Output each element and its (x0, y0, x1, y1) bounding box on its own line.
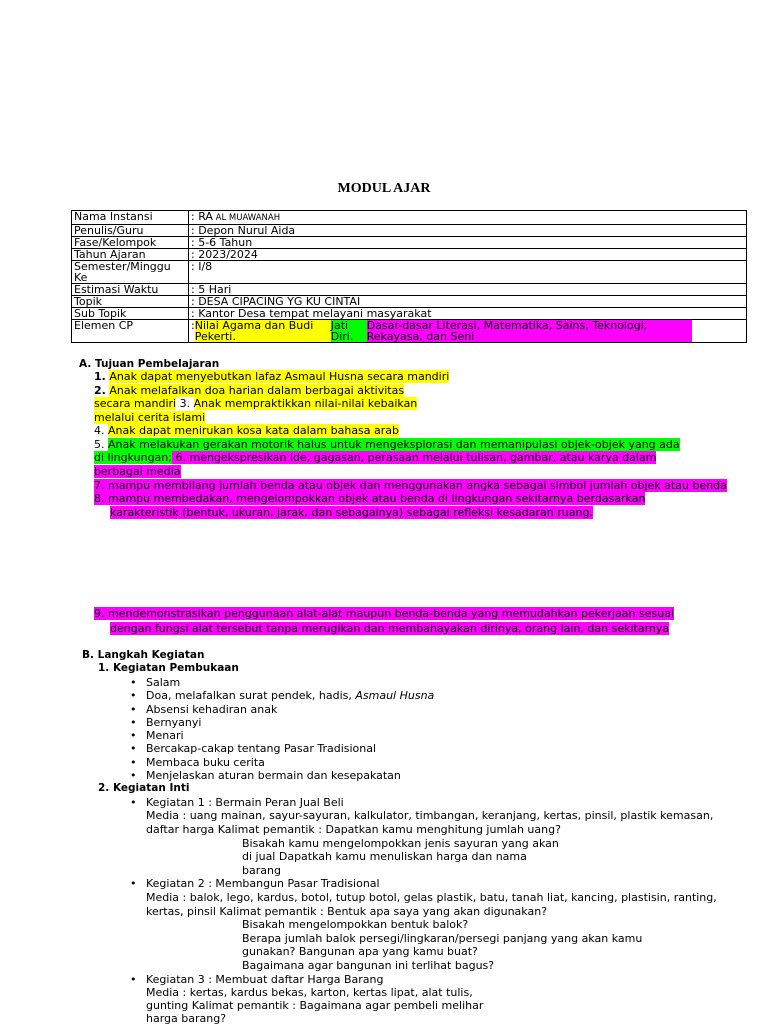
table-row (72, 249, 747, 261)
tujuan-text-8: berbagai media (94, 465, 181, 478)
elemen-literasi: Dasar-dasar Literasi, Matematika, Sains, Teknologi, Rekayasa, dan Seni (367, 320, 692, 342)
tujuan-line-12 (94, 607, 674, 620)
k2-line-6: Bagaimana agar bangunan ini terlihat bagus? (242, 959, 495, 972)
tujuan-num-3: 3. (176, 397, 194, 410)
k3-line-3: harga barang? (146, 1012, 227, 1025)
table-row (72, 237, 747, 249)
list-item: • Kegiatan 3 : Membuat daftar Harga Barang (130, 973, 383, 986)
table-row (72, 296, 747, 308)
tujuan-line-5 (94, 424, 399, 437)
tujuan-line-13 (110, 622, 669, 635)
list-item: • Bercakap-cakap tentang Pasar Tradisional (130, 742, 434, 755)
penulis-value: : Depon Nurul Aida (189, 225, 747, 237)
tujuan-line-9 (94, 479, 727, 492)
tujuan-text-1: Anak dapat menyebutkan lafaz Asmaul Husna secara mandiri (109, 370, 450, 383)
k2-pemantik: kertas, pinsil Kalimat pemantik : Bentuk apa saya yang akan digunakan? (146, 905, 548, 918)
inti-list-3 (130, 973, 383, 986)
list-item: • Salam (130, 676, 434, 689)
tujuan-line-3 (94, 397, 417, 410)
tujuan-num-4: 4. (94, 424, 105, 437)
tujuan-text-9: 7. mampu membilang jumlah benda atau objek dan menggunakan angka sebagai simbol jumlah objek atau benda (94, 479, 727, 492)
k1-line-5: barang (242, 864, 281, 877)
k1-line-3: Bisakah kamu mengelompokkan jenis sayuran yang akan (242, 837, 559, 850)
tujuan-text-10: 8. mampu membedakan, mengelompokkan objek atau benda di lingkungan sekitarnya berdasarkan (94, 492, 646, 505)
list-item: • Absensi kehadiran anak (130, 703, 434, 716)
list-item: • Membaca buku cerita (130, 756, 434, 769)
penulis-label: Penulis/Guru (72, 225, 189, 237)
table-row (72, 320, 747, 343)
tujuan-text-5: Anak dapat menirukan kosa kata dalam bahasa arab (108, 424, 400, 437)
nama-instansi-label: Nama Instansi (72, 211, 189, 225)
list-item (130, 689, 434, 702)
semester-value: : I/8 (189, 261, 747, 284)
tujuan-line-1 (94, 370, 449, 383)
elemen-label: Elemen CP (72, 320, 189, 343)
info-table (71, 210, 747, 343)
subtopik-value: : Kantor Desa tempat melayani masyarakat (189, 308, 747, 320)
tahun-value: : 2023/2024 (189, 249, 747, 261)
tujuan-text-13: dengan fungsi alat tersebut tanpa merugikan dan membahayakan dirinya, orang lain, dan sekitarnya (110, 622, 670, 635)
table-row (72, 284, 747, 296)
tujuan-text-6: Anak melakukan gerakan motorik halus untuk mengeksplorasi dan memanipulasi objek-objek yang ada (108, 438, 680, 451)
nama-instansi-value (189, 211, 747, 225)
tujuan-num-1: 1. (94, 370, 106, 383)
tujuan-line-4 (94, 411, 205, 424)
pembukaan-heading: 1. Kegiatan Pembukaan (98, 662, 239, 674)
fase-value: : 5-6 Tahun (189, 237, 747, 249)
list-item-text: Doa, melafalkan surat pendek, hadis, (146, 689, 356, 703)
list-item: • Kegiatan 2 : Membangun Pasar Tradisional (130, 877, 380, 890)
list-item: • Bernyanyi (130, 716, 434, 729)
k2-line-4: Berapa jumlah balok persegi/lingkaran/persegi panjang yang akan kamu (242, 932, 643, 945)
table-row (72, 308, 747, 320)
list-item: • Kegiatan 1 : Bermain Peran Jual Beli (130, 796, 344, 809)
topik-value: : DESA CIPACING YG KU CINTAI (189, 296, 747, 308)
tujuan-line-11 (110, 506, 593, 519)
subtopik-label: Sub Topik (72, 308, 189, 320)
page-title: MODUL AJAR (337, 181, 431, 196)
tahun-label: Tahun Ajaran (72, 249, 189, 261)
topik-label: Topik (72, 296, 189, 308)
tujuan-num-6: 6. (171, 451, 190, 464)
k2-media: Media : balok, lego, kardus, botol, tutup botol, gelas plastik, batu, tanah liat, kancing, plastisin, ranting, (146, 891, 717, 904)
tujuan-line-8 (94, 465, 181, 478)
elemen-value (189, 320, 747, 343)
tujuan-line-10 (94, 492, 645, 505)
inti-heading: 2. Kegiatan Inti (98, 782, 190, 794)
table-row (72, 225, 747, 237)
table-row (72, 211, 747, 225)
langkah-heading: B. Langkah Kegiatan (82, 649, 205, 661)
tujuan-line-6 (94, 438, 680, 451)
estimasi-label: Estimasi Waktu (72, 284, 189, 296)
list-item: • Menjelaskan aturan bermain dan kesepakatan (130, 769, 434, 782)
k2-line-3: Bisakah mengelompokkan bentuk balok? (242, 918, 469, 931)
nama-instansi-prefix: : RA (191, 210, 213, 223)
tujuan-text-3a: secara mandiri (94, 397, 177, 410)
k3-pemantik: gunting Kalimat pemantik : Bagaimana agar pembeli melihar (146, 999, 484, 1012)
elemen-nilai-agama: Nilai Agama dan Budi Pekerti. (195, 320, 331, 342)
pembukaan-list (130, 676, 434, 782)
table-row (72, 261, 747, 284)
tujuan-line-7 (94, 451, 656, 464)
tujuan-num-2: 2. (94, 384, 106, 397)
tujuan-text-7c: mengekspresikan ide, gagasan, perasaan melalui tulisan, gambar, atau karya dalam (189, 451, 657, 464)
tujuan-num-5: 5. (94, 438, 105, 451)
nama-instansi-rest: AL MUAWANAH (212, 213, 281, 223)
tujuan-text-11: karakteristik (bentuk, ukuran, jarak, dan sebagainya) sebagai refleksi kesadaran ruang. (110, 506, 593, 519)
k1-media: Media : uang mainan, sayur-sayuran, kalkulator, timbangan, keranjang, kertas, pinsil, plastik kemasan, (146, 809, 714, 822)
fase-label: Fase/Kelompok (72, 237, 189, 249)
inti-list-2 (130, 877, 380, 890)
semester-label: Semester/Minggu Ke (72, 261, 189, 284)
k1-pemantik: daftar harga Kalimat pemantik : Dapatkan kamu menghitung jumlah uang? (146, 823, 561, 836)
list-item-italic: Asmaul Husna (355, 689, 435, 703)
k1-line-4: di jual Dapatkah kamu menuliskan harga dan nama (242, 850, 527, 863)
elemen-jati-diri: Jati Diri. (331, 320, 367, 342)
tujuan-text-2: Anak melafalkan doa harian dalam berbagai aktivitas (109, 384, 405, 397)
tujuan-text-7a: di lingkungan; (94, 451, 172, 464)
list-item: • Menari (130, 729, 434, 742)
k2-line-5: gunakan? Bangunan apa yang kamu buat? (242, 945, 478, 958)
inti-list-1 (130, 796, 344, 809)
elemen-colon: : (191, 319, 195, 332)
tujuan-text-12: 9. mendemonstrasikan penggunaan alat-alat maupun benda-benda yang memudahkan pekerjaan sesuai (94, 607, 675, 620)
tujuan-text-3c: Anak mempraktikkan nilai-nilai kebaikan (193, 397, 418, 410)
tujuan-text-4: melalui cerita islami (94, 411, 206, 424)
estimasi-value: : 5 Hari (189, 284, 747, 296)
tujuan-heading: A. Tujuan Pembelajaran (79, 358, 220, 370)
k3-media: Media : kertas, kardus bekas, karton, kertas lipat, alat tulis, (146, 986, 473, 999)
tujuan-line-2 (94, 384, 404, 397)
